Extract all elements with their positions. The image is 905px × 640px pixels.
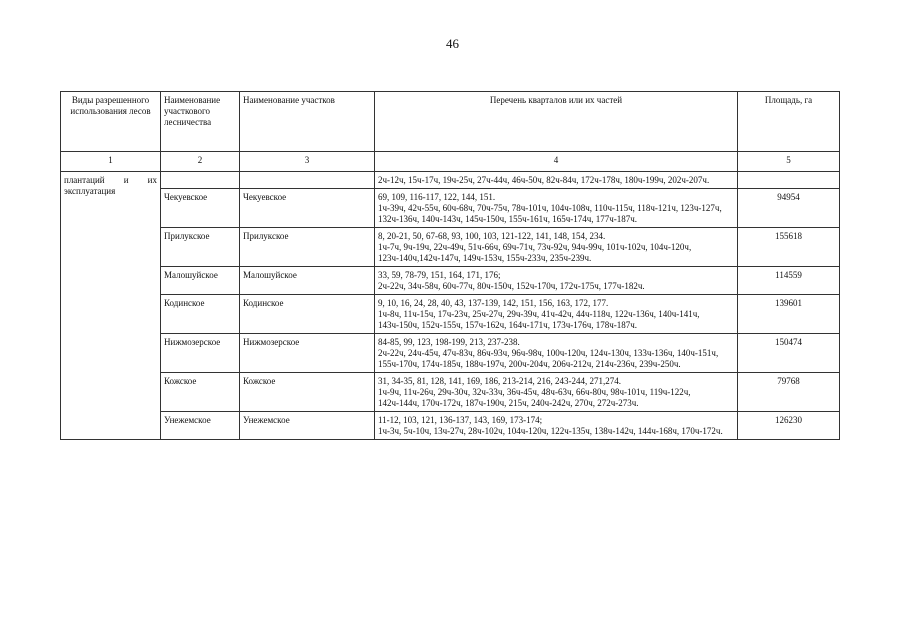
header-sections: Наименование участков	[240, 92, 375, 152]
quarters-cell	[375, 295, 738, 334]
quarters-parts-text: 1ч-39ч, 42ч-55ч, 60ч-68ч, 70ч-75ч, 78ч-101ч, 104ч-108ч, 110ч-115ч, 118ч-121ч, 123ч-127ч, 132ч-136ч, 140ч-143ч, 145ч-150ч, 155ч-161ч, 165ч-174ч, 177ч-187ч.	[378, 203, 722, 224]
section-cell	[240, 172, 375, 189]
section-cell: Кожское	[240, 373, 375, 412]
quarters-full-text: 69, 109, 116-117, 122, 144, 151.	[378, 192, 496, 202]
district-cell: Малошуйское	[161, 267, 240, 295]
district-cell: Нижмозерское	[161, 334, 240, 373]
section-cell: Кодинское	[240, 295, 375, 334]
district-cell	[161, 172, 240, 189]
column-number-row	[61, 152, 840, 172]
table-row	[61, 412, 840, 440]
column-number: 4	[375, 152, 738, 172]
quarters-full-text: 84-85, 99, 123, 198-199, 213, 237-238.	[378, 337, 520, 347]
area-cell: 155618	[738, 228, 840, 267]
section-cell: Унежемское	[240, 412, 375, 440]
quarters-cell	[375, 267, 738, 295]
district-cell: Кожское	[161, 373, 240, 412]
area-cell: 79768	[738, 373, 840, 412]
header-area: Площадь, га	[738, 92, 840, 152]
area-cell	[738, 172, 840, 189]
quarters-cell	[375, 228, 738, 267]
table-row	[61, 295, 840, 334]
section-cell: Чекуевское	[240, 189, 375, 228]
quarters-parts-text: 1ч-3ч, 5ч-10ч, 13ч-27ч, 28ч-102ч, 104ч-120ч, 122ч-135ч, 138ч-142ч, 144ч-168ч, 170ч-172ч.	[378, 426, 723, 436]
section-cell: Нижмозерское	[240, 334, 375, 373]
quarters-full-text: 9, 10, 16, 24, 28, 40, 43, 137-139, 142, 151, 156, 163, 172, 177.	[378, 298, 609, 308]
quarters-full-text: 11-12, 103, 121, 136-137, 143, 169, 173-174;	[378, 415, 543, 425]
area-cell: 94954	[738, 189, 840, 228]
district-cell: Прилукское	[161, 228, 240, 267]
quarters-parts-text: 1ч-8ч, 11ч-15ч, 17ч-23ч, 25ч-27ч, 29ч-39ч, 41ч-42ч, 44ч-118ч, 122ч-136ч, 140ч-141ч, 143ч-150ч, 152ч-155ч, 157ч-162ч, 164ч-171ч, 173ч-176ч, 178ч-187ч.	[378, 309, 700, 330]
district-cell: Унежемское	[161, 412, 240, 440]
quarters-cell	[375, 334, 738, 373]
district-cell: Чекуевское	[161, 189, 240, 228]
quarters-full-text: 8, 20-21, 50, 67-68, 93, 100, 103, 121-122, 141, 148, 154, 234.	[378, 231, 606, 241]
quarters-full-text: 33, 59, 78-79, 151, 164, 171, 176;	[378, 270, 501, 280]
forest-usage-table	[60, 91, 840, 440]
quarters-cell	[375, 412, 738, 440]
district-cell: Кодинское	[161, 295, 240, 334]
header-district: Наименование участкового лесничества	[161, 92, 240, 152]
table-row	[61, 373, 840, 412]
quarters-cell	[375, 189, 738, 228]
table-row	[61, 267, 840, 295]
area-cell: 150474	[738, 334, 840, 373]
area-cell: 139601	[738, 295, 840, 334]
table-row	[61, 189, 840, 228]
table-header-row	[61, 92, 840, 152]
column-number: 1	[61, 152, 161, 172]
quarters-parts-text: 2ч-22ч, 24ч-45ч, 47ч-83ч, 86ч-93ч, 96ч-98ч, 100ч-120ч, 124ч-130ч, 133ч-136ч, 140ч-151ч, 155ч-170ч, 174ч-185ч, 188ч-197ч, 200ч-204ч, 206ч-212ч, 214ч-236ч, 239ч-250ч.	[378, 348, 719, 369]
column-number: 2	[161, 152, 240, 172]
quarters-parts-text: 1ч-7ч, 9ч-19ч, 22ч-49ч, 51ч-66ч, 69ч-71ч, 73ч-92ч, 94ч-99ч, 101ч-102ч, 104ч-120ч, 123ч-140ч,142ч-147ч, 149ч-153ч, 155ч-233ч, 235ч-239ч.	[378, 242, 692, 263]
column-number: 5	[738, 152, 840, 172]
page-number: 46	[446, 36, 459, 51]
area-cell: 114559	[738, 267, 840, 295]
usage-cell: плантаций и их эксплуатация	[61, 172, 161, 440]
section-cell: Прилукское	[240, 228, 375, 267]
area-cell: 126230	[738, 412, 840, 440]
quarters-full-text: 31, 34-35, 81, 128, 141, 169, 186, 213-214, 216, 243-244, 271,274.	[378, 376, 621, 386]
section-cell: Малошуйское	[240, 267, 375, 295]
header-quarters: Перечень кварталов или их частей	[375, 92, 738, 152]
quarters-parts-text: 1ч-9ч, 11ч-26ч, 29ч-30ч, 32ч-33ч, 36ч-45ч, 48ч-63ч, 66ч-80ч, 98ч-101ч, 119ч-122ч, 142ч-144ч, 170ч-172ч, 187ч-190ч, 215ч, 240ч-242ч, 270ч, 272ч-273ч.	[378, 387, 691, 408]
column-number: 3	[240, 152, 375, 172]
table-row	[61, 334, 840, 373]
table-row-continuation	[61, 172, 840, 189]
quarters-cell	[375, 373, 738, 412]
header-usage: Виды разрешенного использования лесов	[61, 92, 161, 152]
table-row	[61, 228, 840, 267]
quarters-cell: 2ч-12ч, 15ч-17ч, 19ч-25ч, 27ч-44ч, 46ч-50ч, 82ч-84ч, 172ч-178ч, 180ч-199ч, 202ч-207ч.	[375, 172, 738, 189]
quarters-parts-text: 2ч-22ч, 34ч-58ч, 60ч-77ч, 80ч-150ч, 152ч-170ч, 172ч-175ч, 177ч-182ч.	[378, 281, 645, 291]
